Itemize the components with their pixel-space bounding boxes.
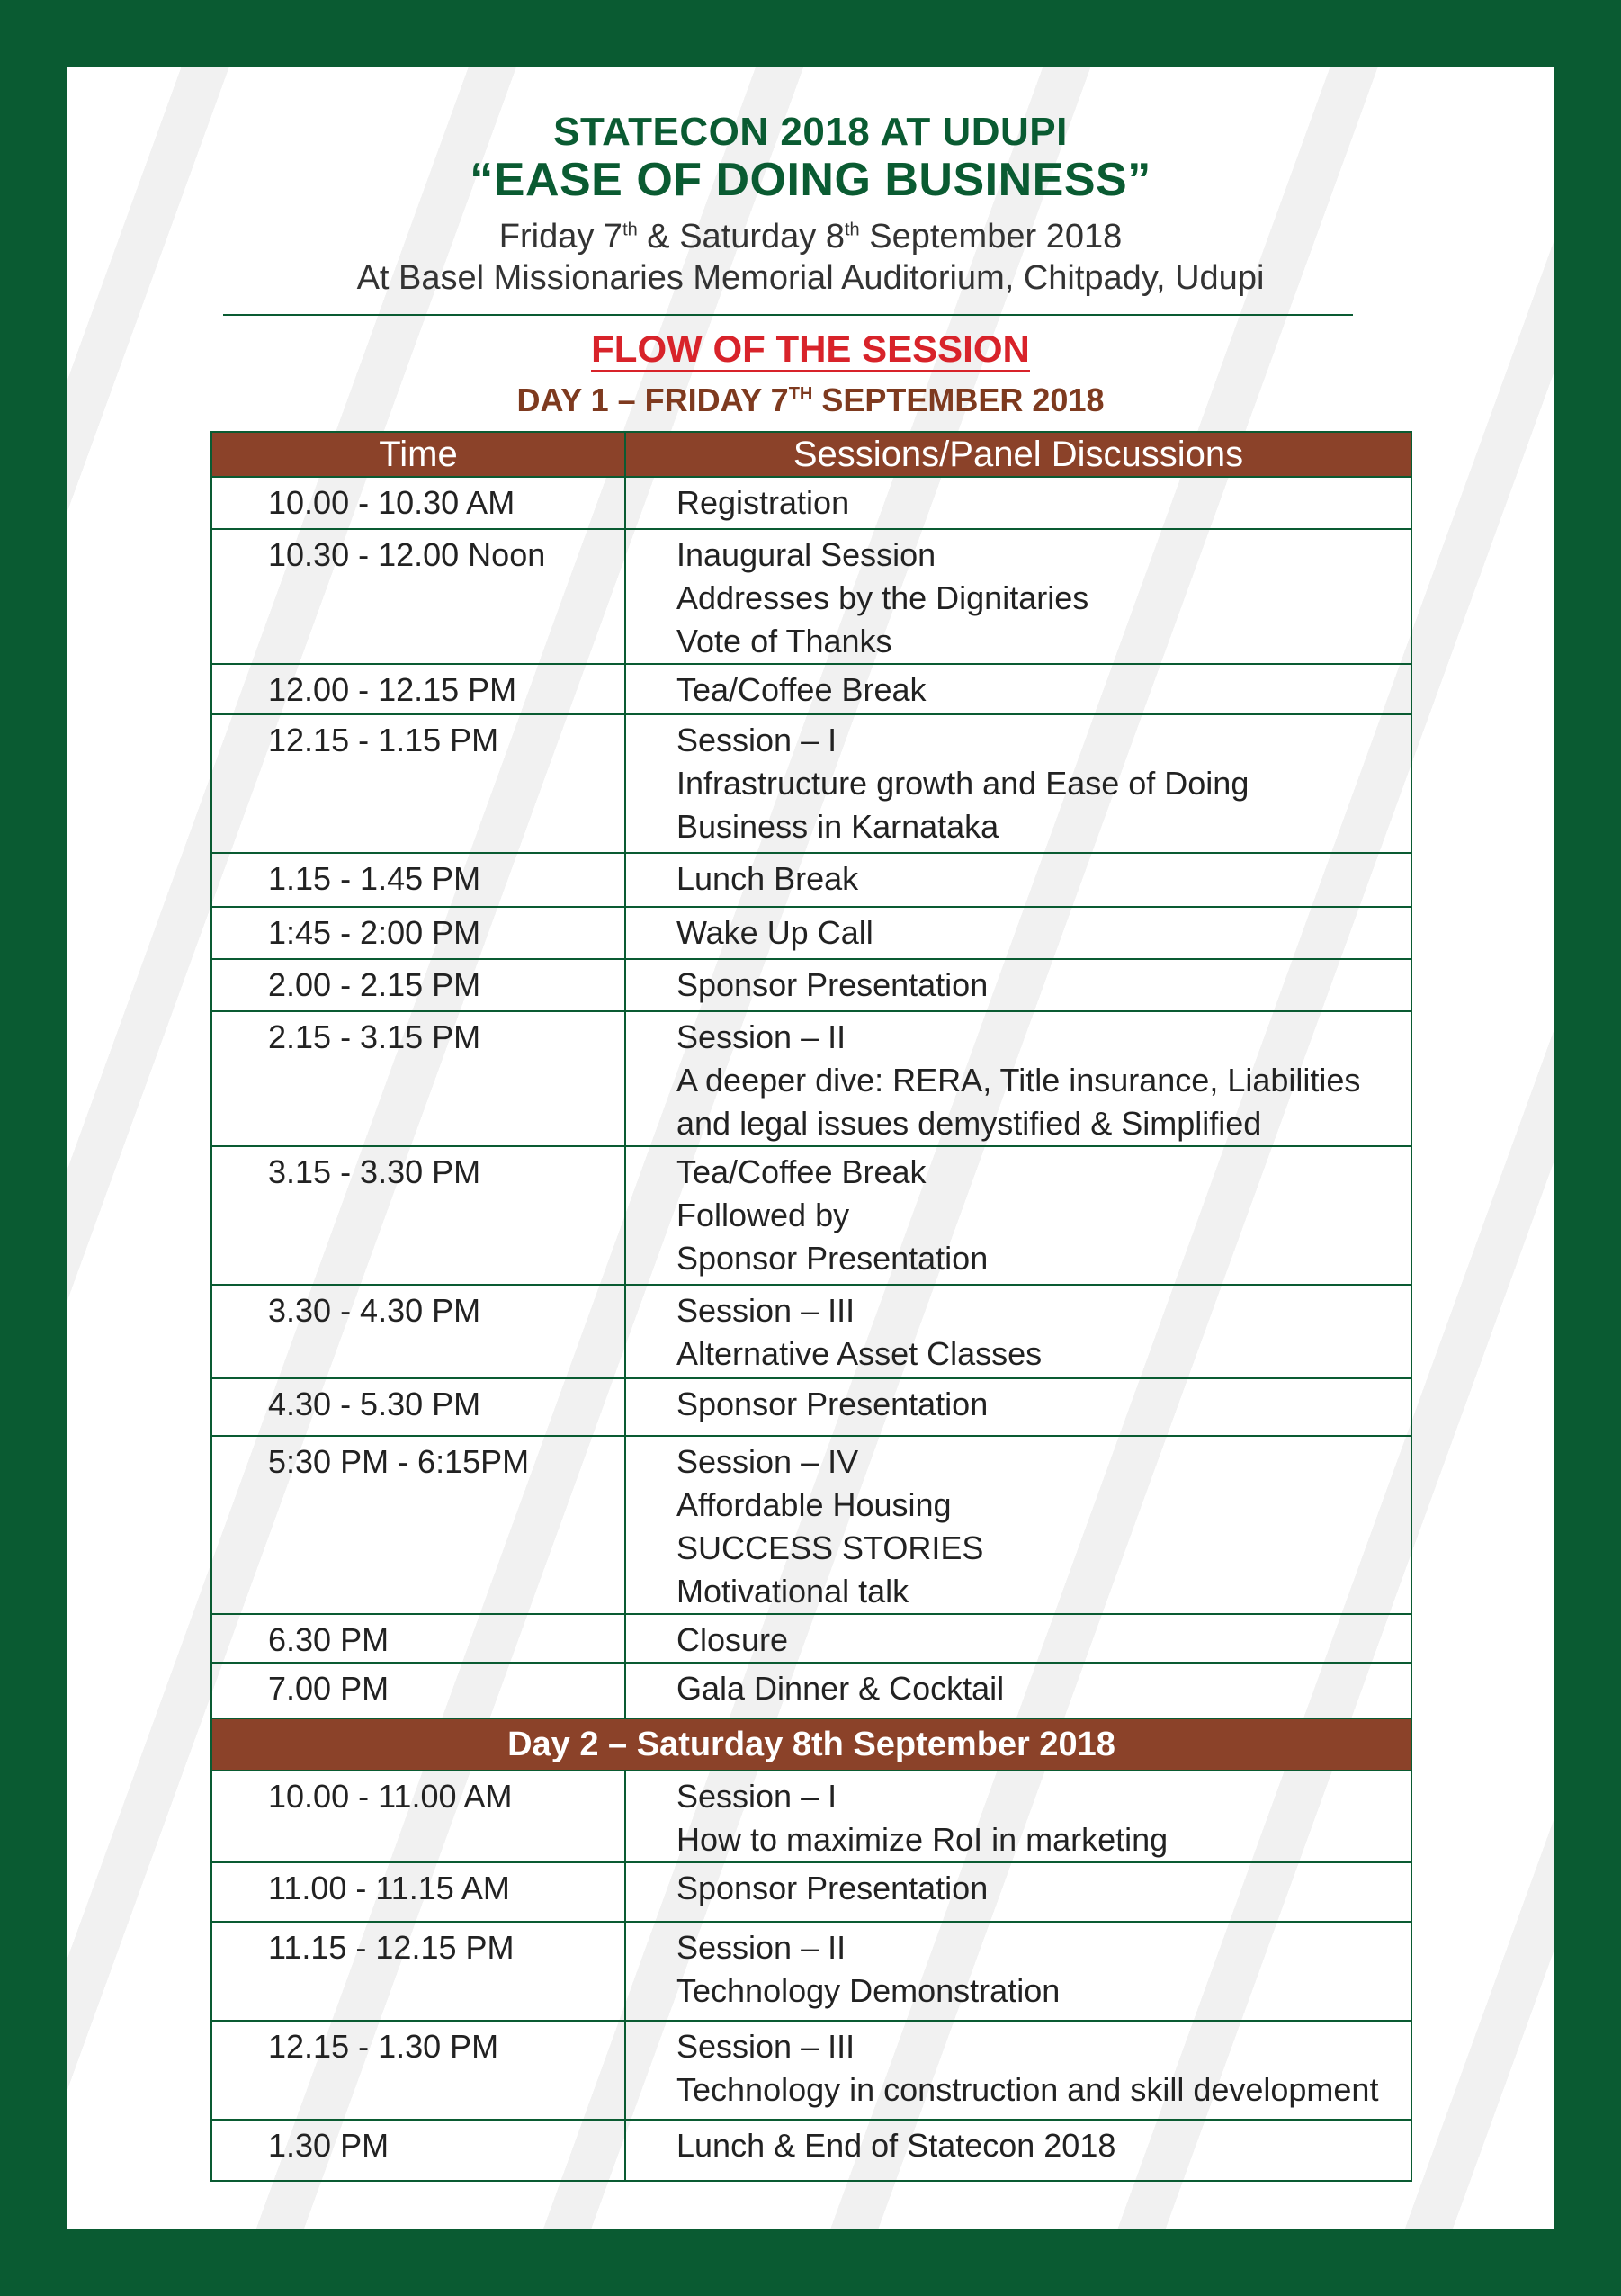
session-time: 3.30 - 4.30 PM — [211, 1285, 625, 1378]
session-line: Technology in construction and skill development — [676, 2071, 1379, 2108]
session-line: Followed by — [676, 1197, 850, 1233]
session-details — [625, 1862, 1411, 1922]
session-line: Session – III — [676, 2028, 855, 2065]
session-time: 6.30 PM — [211, 1614, 625, 1663]
session-line: Wake Up Call — [676, 914, 873, 951]
table-row — [211, 1614, 1411, 1663]
session-time: 2.15 - 3.15 PM — [211, 1011, 625, 1146]
session-details — [625, 1663, 1411, 1718]
session-line: Affordable Housing — [676, 1486, 952, 1523]
session-time: 11.00 - 11.15 AM — [211, 1862, 625, 1922]
session-line: Closure — [676, 1621, 789, 1658]
session-details — [625, 1614, 1411, 1663]
session-details — [625, 959, 1411, 1011]
table-row — [211, 1378, 1411, 1436]
table-header-row — [211, 432, 1411, 477]
session-details — [625, 1285, 1411, 1378]
session-time: 1:45 - 2:00 PM — [211, 907, 625, 959]
session-line: Addresses by the Dignitaries — [676, 579, 1089, 616]
session-time: 11.15 - 12.15 PM — [211, 1922, 625, 2021]
table-row — [211, 529, 1411, 664]
session-line: How to maximize RoI in marketing — [676, 1821, 1169, 1858]
session-details — [625, 907, 1411, 959]
table-row — [211, 959, 1411, 1011]
session-line: Session – I — [676, 722, 837, 758]
session-line: Tea/Coffee Break — [676, 1153, 927, 1190]
session-line: Technology Demonstration — [676, 1972, 1061, 2009]
day1-heading: DAY 1 – FRIDAY 7TH SEPTEMBER 2018 — [516, 381, 1105, 418]
schedule-table — [210, 431, 1412, 2182]
session-time: 10.30 - 12.00 Noon — [211, 529, 625, 664]
session-details — [625, 1436, 1411, 1614]
table-row — [211, 477, 1411, 529]
session-line: Registration — [676, 484, 850, 521]
session-time: 5:30 PM - 6:15PM — [211, 1436, 625, 1614]
table-row — [211, 1146, 1411, 1285]
session-line: Infrastructure growth and Ease of Doing — [676, 765, 1249, 802]
table-row — [211, 1285, 1411, 1378]
day2-heading-row — [211, 1718, 1411, 1771]
session-details — [625, 1922, 1411, 2021]
session-line: Sponsor Presentation — [676, 1870, 989, 1906]
session-line: A deeper dive: RERA, Title insurance, Liabilities — [676, 1062, 1361, 1099]
table-row — [211, 2120, 1411, 2181]
session-line: Lunch & End of Statecon 2018 — [676, 2127, 1116, 2164]
session-details — [625, 2120, 1411, 2181]
table-row — [211, 1922, 1411, 2021]
session-line: Motivational talk — [676, 1573, 909, 1610]
session-time: 4.30 - 5.30 PM — [211, 1378, 625, 1436]
header-divider — [223, 314, 1353, 316]
column-header-sessions: Sessions/Panel Discussions — [625, 432, 1411, 477]
session-line: Session – II — [676, 1929, 846, 1966]
session-line: Alternative Asset Classes — [676, 1335, 1043, 1372]
session-time: 3.15 - 3.30 PM — [211, 1146, 625, 1285]
session-details — [625, 664, 1411, 714]
session-details — [625, 714, 1411, 853]
session-details — [625, 1771, 1411, 1862]
flow-title: FLOW OF THE SESSION — [67, 327, 1554, 371]
session-details — [625, 853, 1411, 907]
session-time: 2.00 - 2.15 PM — [211, 959, 625, 1011]
session-line: Session – I — [676, 1778, 837, 1815]
column-header-time: Time — [211, 432, 625, 477]
table-row — [211, 1663, 1411, 1718]
table-row — [211, 1771, 1411, 1862]
session-line: Sponsor Presentation — [676, 966, 989, 1003]
session-details — [625, 529, 1411, 664]
session-line: Session – II — [676, 1018, 846, 1055]
schedule-body — [211, 477, 1411, 2181]
day2-heading: Day 2 – Saturday 8th September 2018 — [211, 1718, 1411, 1771]
table-row — [211, 853, 1411, 907]
session-time: 1.15 - 1.45 PM — [211, 853, 625, 907]
session-time: 12.15 - 1.15 PM — [211, 714, 625, 853]
session-line: Sponsor Presentation — [676, 1240, 989, 1277]
event-theme: “EASE OF DOING BUSINESS” — [470, 154, 1151, 206]
session-line: and legal issues demystified & Simplified — [676, 1105, 1262, 1142]
session-line: Business in Karnataka — [676, 808, 999, 845]
session-time: 10.00 - 11.00 AM — [211, 1771, 625, 1862]
session-time: 1.30 PM — [211, 2120, 625, 2181]
table-row — [211, 1011, 1411, 1146]
session-details — [625, 1146, 1411, 1285]
session-time: 10.00 - 10.30 AM — [211, 477, 625, 529]
session-details — [625, 1378, 1411, 1436]
session-details — [625, 2021, 1411, 2120]
session-time: 7.00 PM — [211, 1663, 625, 1718]
table-row — [211, 2021, 1411, 2120]
session-line: Gala Dinner & Cocktail — [676, 1670, 1005, 1707]
table-row — [211, 907, 1411, 959]
event-dates: Friday 7th & Saturday 8th September 2018 — [498, 218, 1123, 256]
session-line: Inaugural Session — [676, 536, 936, 573]
session-line: SUCCESS STORIES — [676, 1529, 984, 1566]
table-row — [211, 664, 1411, 714]
session-line: Sponsor Presentation — [676, 1386, 989, 1422]
session-details — [625, 477, 1411, 529]
session-line: Session – IV — [676, 1443, 859, 1480]
table-row — [211, 714, 1411, 853]
session-line: Lunch Break — [676, 860, 859, 897]
session-line: Vote of Thanks — [676, 623, 892, 659]
event-title: STATECON 2018 AT UDUPI — [553, 110, 1068, 154]
table-row — [211, 1436, 1411, 1614]
agenda-page — [67, 67, 1554, 2229]
session-line: Session – III — [676, 1292, 855, 1329]
session-line: Tea/Coffee Break — [676, 671, 927, 708]
session-details — [625, 1011, 1411, 1146]
session-time: 12.00 - 12.15 PM — [211, 664, 625, 714]
table-row — [211, 1862, 1411, 1922]
session-time: 12.15 - 1.30 PM — [211, 2021, 625, 2120]
event-venue: At Basel Missionaries Memorial Auditorium, Chitpady, Udupi — [356, 259, 1265, 297]
